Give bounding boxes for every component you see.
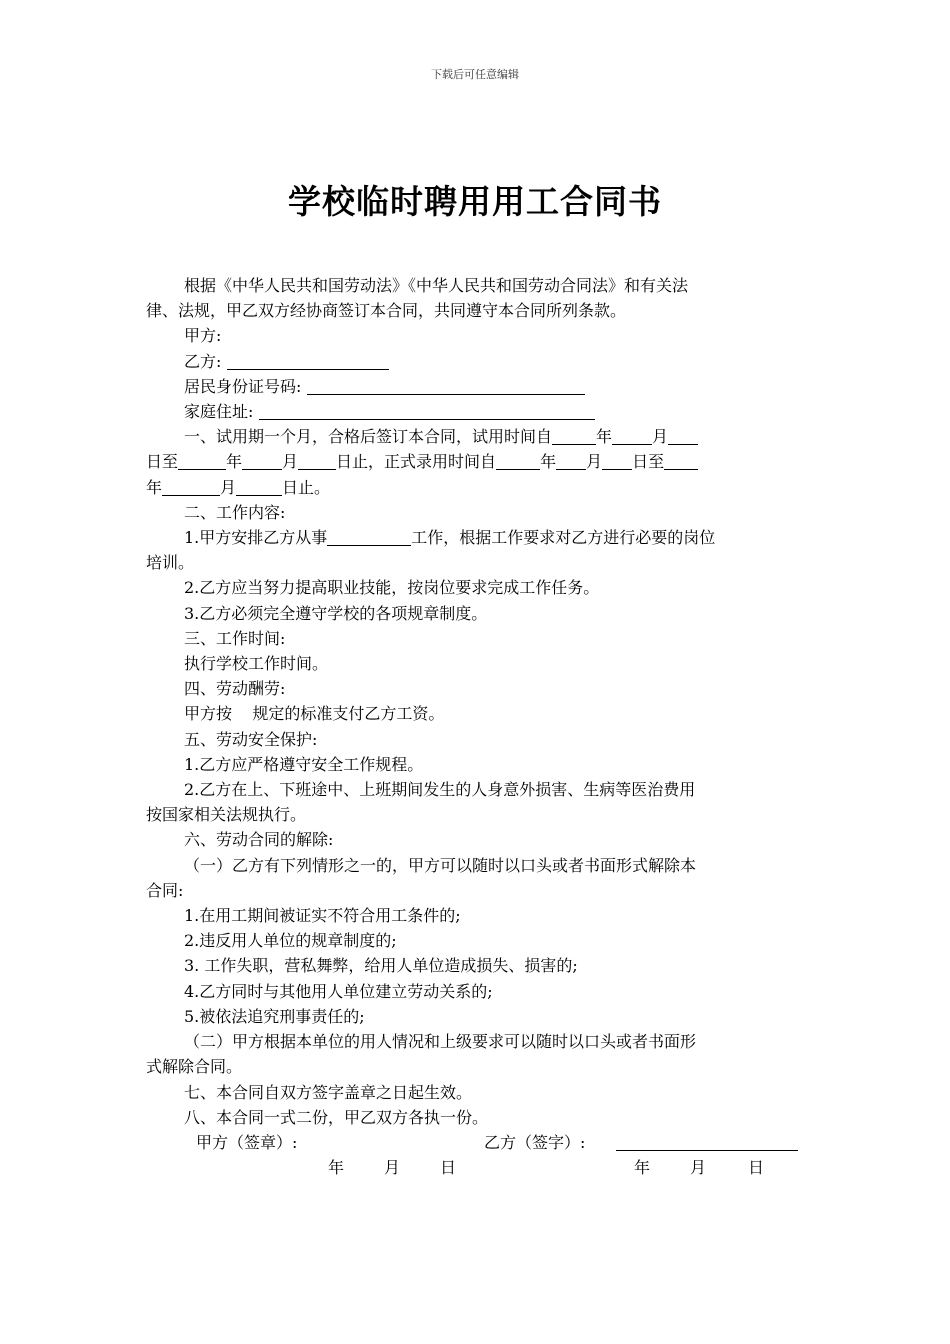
party-a-label: 甲方: [184,326,222,346]
party-b-label: 乙方: [184,351,222,371]
formal-start-month-blank[interactable] [556,453,586,470]
section6-sub1-line-2: 合同: [146,880,184,900]
party-a-date-day: 日 [440,1158,457,1178]
section8: 八、本合同一式二份，甲乙双方各执一份。 [184,1107,489,1127]
id-number-blank[interactable] [307,378,585,395]
party-b-date-month: 月 [690,1158,707,1178]
trial-start-year-blank[interactable] [552,428,596,445]
formal-end-lead-blank[interactable] [664,453,698,470]
section5-heading: 五、劳动安全保护: [184,729,318,749]
party-a-line [146,323,806,348]
section2-item1-line-1: 1.甲方安排乙方从事 工作，根据工作要求对乙方进行必要的岗位 [184,528,716,548]
formal-start-day-blank[interactable] [602,453,632,470]
section6-sub2-line-2: 式解除合同。 [146,1057,243,1077]
address-blank[interactable] [259,403,595,420]
section6-item: 1.在用工期间被证实不符合用工条件的; [184,906,461,926]
address-label: 家庭住址: [184,402,254,422]
section3-text: 执行学校工作时间。 [184,654,329,674]
section1-line-2: 日至 年 月 日止，正式录用时间自 年 月 日至 [146,449,806,474]
section6-sub2-line-1: （二）甲方根据本单位的用人情况和上级要求可以随时以口头或者书面形 [184,1032,697,1052]
party-a-date-month: 月 [384,1158,401,1178]
section2-heading: 二、工作内容: [184,502,286,522]
signature-date-row [146,1155,806,1180]
party-a-date-year: 年 [328,1158,345,1178]
party-b-line [146,349,806,374]
section6-item: 2.违反用人单位的规章制度的; [184,931,397,951]
intro-line-2: 律、法规，甲乙双方经协商签订本合同，共同遵守本合同所列条款。 [146,301,627,321]
section6-heading: 六、劳动合同的解除: [184,830,334,850]
section1-line-3: 年 月 日止。 [146,477,331,497]
contract-body [146,273,806,1180]
job-title-blank[interactable] [327,529,411,546]
section3-heading: 三、工作时间: [184,628,286,648]
section2-item1-line-2: 培训。 [146,553,195,573]
party-b-blank[interactable] [227,353,389,370]
trial-end-year-blank[interactable] [178,453,226,470]
section2-item2: 2.乙方应当努力提高职业技能，按岗位要求完成工作任务。 [184,578,600,598]
section5-item2-line-1: 2.乙方在上、下班途中、上班期间发生的人身意外损害、生病等医治费用 [184,780,696,800]
section6-item: 5.被依法追究刑事责任的; [184,1006,365,1026]
section5-item2-line-2: 按国家相关法规执行。 [146,805,307,825]
section4-heading: 四、劳动酬劳: [184,679,286,699]
id-number-label: 居民身份证号码: [184,376,302,396]
section1-line-1: 一、试用期一个月，合格后签订本合同，试用时间自 年 月 [146,424,806,449]
trial-start-day-blank[interactable] [668,428,698,445]
formal-end-month-blank[interactable] [236,479,282,496]
document-title: 学校临时聘用用工合同书 [288,182,662,221]
party-b-date-day: 日 [748,1158,765,1178]
trial-end-month-blank[interactable] [242,453,282,470]
section4-text: 甲方按 规定的标准支付乙方工资。 [184,704,445,724]
address-line [146,399,806,424]
header-note: 下载后可任意编辑 [431,68,519,81]
formal-start-year-blank[interactable] [496,453,540,470]
party-b-signature-blank[interactable] [616,1134,798,1151]
signature-row [146,1130,806,1155]
id-number-line [146,374,806,399]
section6-item: 4.乙方同时与其他用人单位建立劳动关系的; [184,981,493,1001]
trial-start-month-blank[interactable] [612,428,652,445]
party-b-date-year: 年 [634,1158,651,1178]
section5-item1: 1.乙方应严格遵守安全工作规程。 [184,754,424,774]
intro-line-1: 根据《中华人民共和国劳动法》《中华人民共和国劳动合同法》和有关法 [184,276,689,295]
party-a-signature-label: 甲方（签章）: [196,1132,298,1152]
section6-item: 3. 工作失职，营私舞弊，给用人单位造成损失、损害的; [184,956,578,976]
trial-end-day-blank[interactable] [298,453,336,470]
section6-sub1-line-1: （一）乙方有下列情形之一的，甲方可以随时以口头或者书面形式解除本 [184,855,697,875]
formal-end-year-blank[interactable] [162,479,220,496]
party-b-signature-label: 乙方（签字）: [484,1132,586,1152]
section2-item3: 3.乙方必须完全遵守学校的各项规章制度。 [184,603,488,623]
section7: 七、本合同自双方签字盖章之日起生效。 [184,1082,473,1102]
